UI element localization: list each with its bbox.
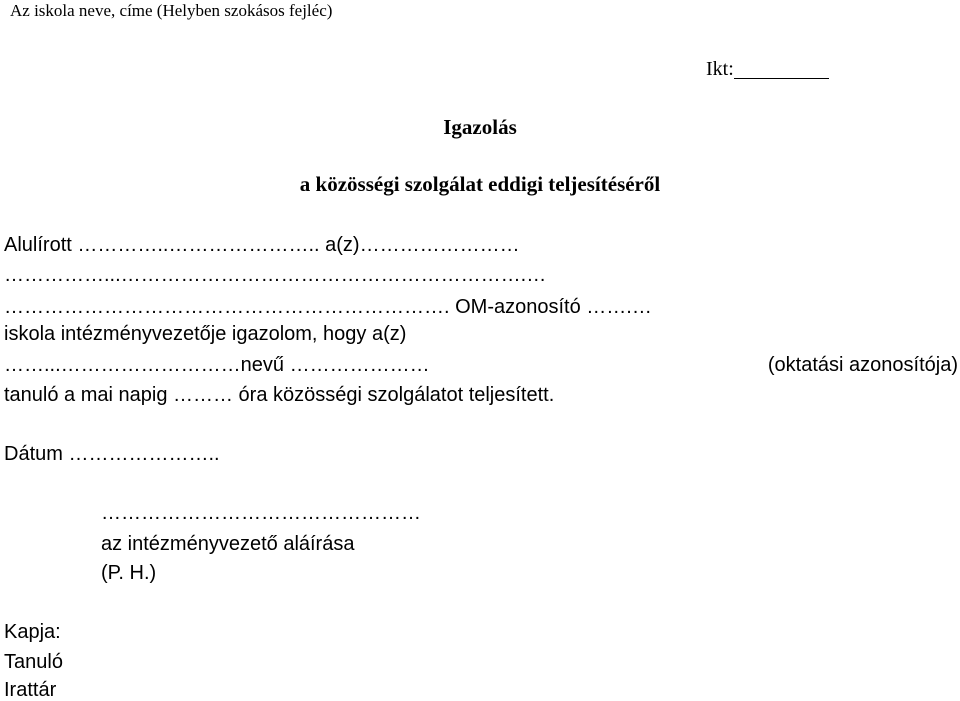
distribution-title: Kapja: bbox=[4, 621, 61, 643]
seal-placeholder: (P. H.) bbox=[101, 562, 157, 584]
school-header-note: Az iskola neve, címe (Helyben szokásos fejléc) bbox=[10, 1, 333, 20]
ikt-label: Ikt: bbox=[706, 58, 734, 80]
signature-line: ………………………………………… bbox=[101, 502, 421, 524]
date-field: Dátum ………………….. bbox=[4, 443, 220, 465]
education-id-label: (oktatási azonosítója) bbox=[767, 354, 958, 376]
body-line-blank: ……………...…………………………………………………….… bbox=[4, 264, 547, 286]
document-title: Igazolás bbox=[443, 115, 517, 139]
document-subtitle: a közösségi szolgálat eddigi teljesítéséről bbox=[299, 172, 661, 196]
ikt-blank-line bbox=[734, 60, 829, 79]
body-line-hours: tanuló a mai napig ……… óra közösségi szolgálatot teljesített. bbox=[4, 384, 555, 406]
body-line-om-id: …………………………………………………………. OM-azonosító …….… bbox=[4, 296, 652, 318]
signature-label: az intézményvezető aláírása bbox=[101, 533, 355, 555]
registration-number-field bbox=[706, 59, 829, 79]
body-line-principal: iskola intézményvezetője igazolom, hogy a(z) bbox=[4, 323, 407, 345]
body-line-student-name bbox=[4, 355, 958, 375]
body-line-undersigned: Alulírott …………..………………….. a(z)…………………… bbox=[4, 234, 520, 256]
distribution-item-archive: Irattár bbox=[4, 679, 57, 701]
distribution-item-student: Tanuló bbox=[4, 651, 63, 673]
student-name-blank: ……...………………………nevű ………………… bbox=[4, 354, 430, 376]
